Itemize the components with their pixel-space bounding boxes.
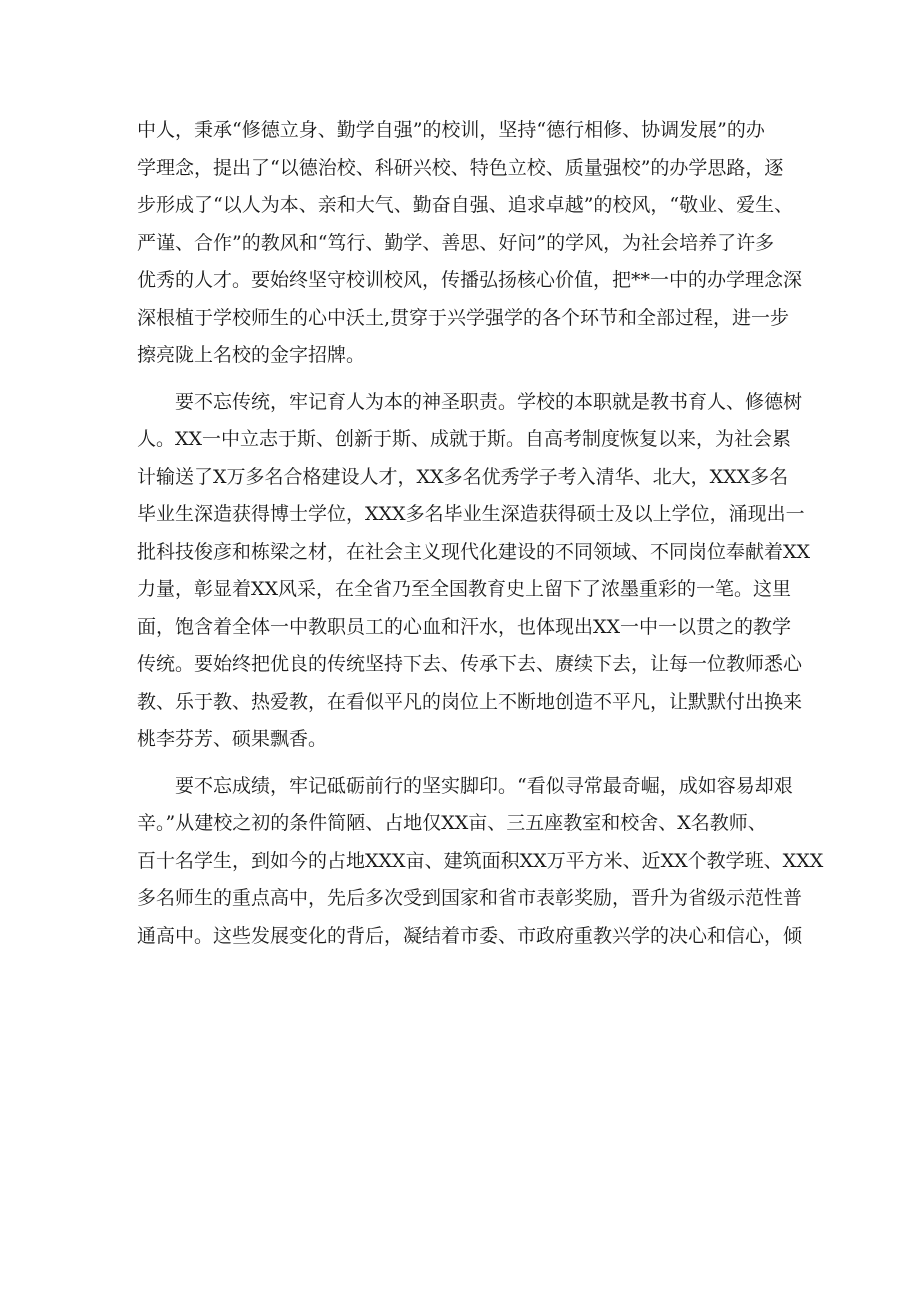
text-line: 通高中。这些发展变化的背后，凝结着市委、市政府重教兴学的决心和信心，倾 [137, 924, 803, 947]
text-line: 深根植于学校师生的心中沃土,贯穿于兴学强学的各个环节和全部过程，进一步 [137, 306, 790, 329]
text-line: 严谨、合作”的教风和“笃行、勤学、善思、好问”的学风，为社会培养了许多 [137, 231, 775, 254]
text-line: 学理念，提出了“以德治校、科研兴校、特色立校、质量强校”的办学思路，逐 [137, 156, 784, 179]
text-line: 计输送了X万多名合格建设人才，XX多名优秀学子考入清华、北大，XXX多名 [137, 465, 789, 488]
text-line: 要不忘成绩，牢记砥砺前行的坚实脚印。“看似寻常最奇崛，成如容易却艰 [137, 774, 793, 797]
text-line: 毕业生深造获得博士学位，XXX多名毕业生深造获得硕士及以上学位，涌现出一 [137, 503, 805, 525]
text-line: 步形成了“以人为本、亲和大气、勤奋自强、追求卓越”的校风，“敬业、爱生、 [137, 194, 794, 216]
text-line: 批科技俊彦和栋梁之材，在社会主义现代化建设的不同领域、不同岗位奉献着XX [137, 540, 811, 563]
paragraph-gap [137, 759, 837, 768]
text-line: 教、乐于教、热爱教，在看似平凡的岗位上不断地创造不平凡，让默默付出换来 [137, 690, 803, 713]
text-line: 辛。”从建校之初的条件简陋、占地仅XX亩、三五座教室和校舍、X名教师、 [137, 812, 767, 834]
text-line: 力量，彰显着XX风采，在全省乃至全国教育史上留下了浓墨重彩的一笔。这里 [137, 578, 792, 600]
text-line: 百十名学生，到如今的占地XXX亩、建筑面积XX万平方米、近XX个教学班、XXX [137, 849, 824, 872]
text-line: 人。XX一中立志于斯、创新于斯、成就于斯。自高考制度恢复以来，为社会累 [137, 428, 792, 450]
text-line: 面，饱含着全体一中教职员工的心血和汗水，也体现出XX一中一以贯之的教学 [137, 615, 792, 638]
text-line: 桃李芬芳、硕果飘香。 [137, 728, 328, 750]
text-line: 要不忘传统，牢记育人为本的神圣职责。学校的本职就是教书育人、修德树 [137, 390, 803, 413]
text-line: 中人，秉承“修德立身、勤学自强”的校训，坚持“德行相修、协调发展”的办 [137, 119, 765, 141]
text-line: 多名师生的重点高中，先后多次受到国家和省市表彰奖励，晋升为省级示范性普 [137, 887, 803, 909]
text-line: 优秀的人才。要始终坚守校训校风，传播弘扬核心价值，把**一中的办学理念深 [137, 269, 803, 291]
body-text [137, 112, 837, 955]
text-line: 传统。要始终把优良的传统坚持下去、传承下去、赓续下去，让每一位教师悉心 [137, 653, 803, 675]
paragraph-gap [137, 375, 837, 384]
text-line: 擦亮陇上名校的金字招牌。 [137, 344, 366, 366]
